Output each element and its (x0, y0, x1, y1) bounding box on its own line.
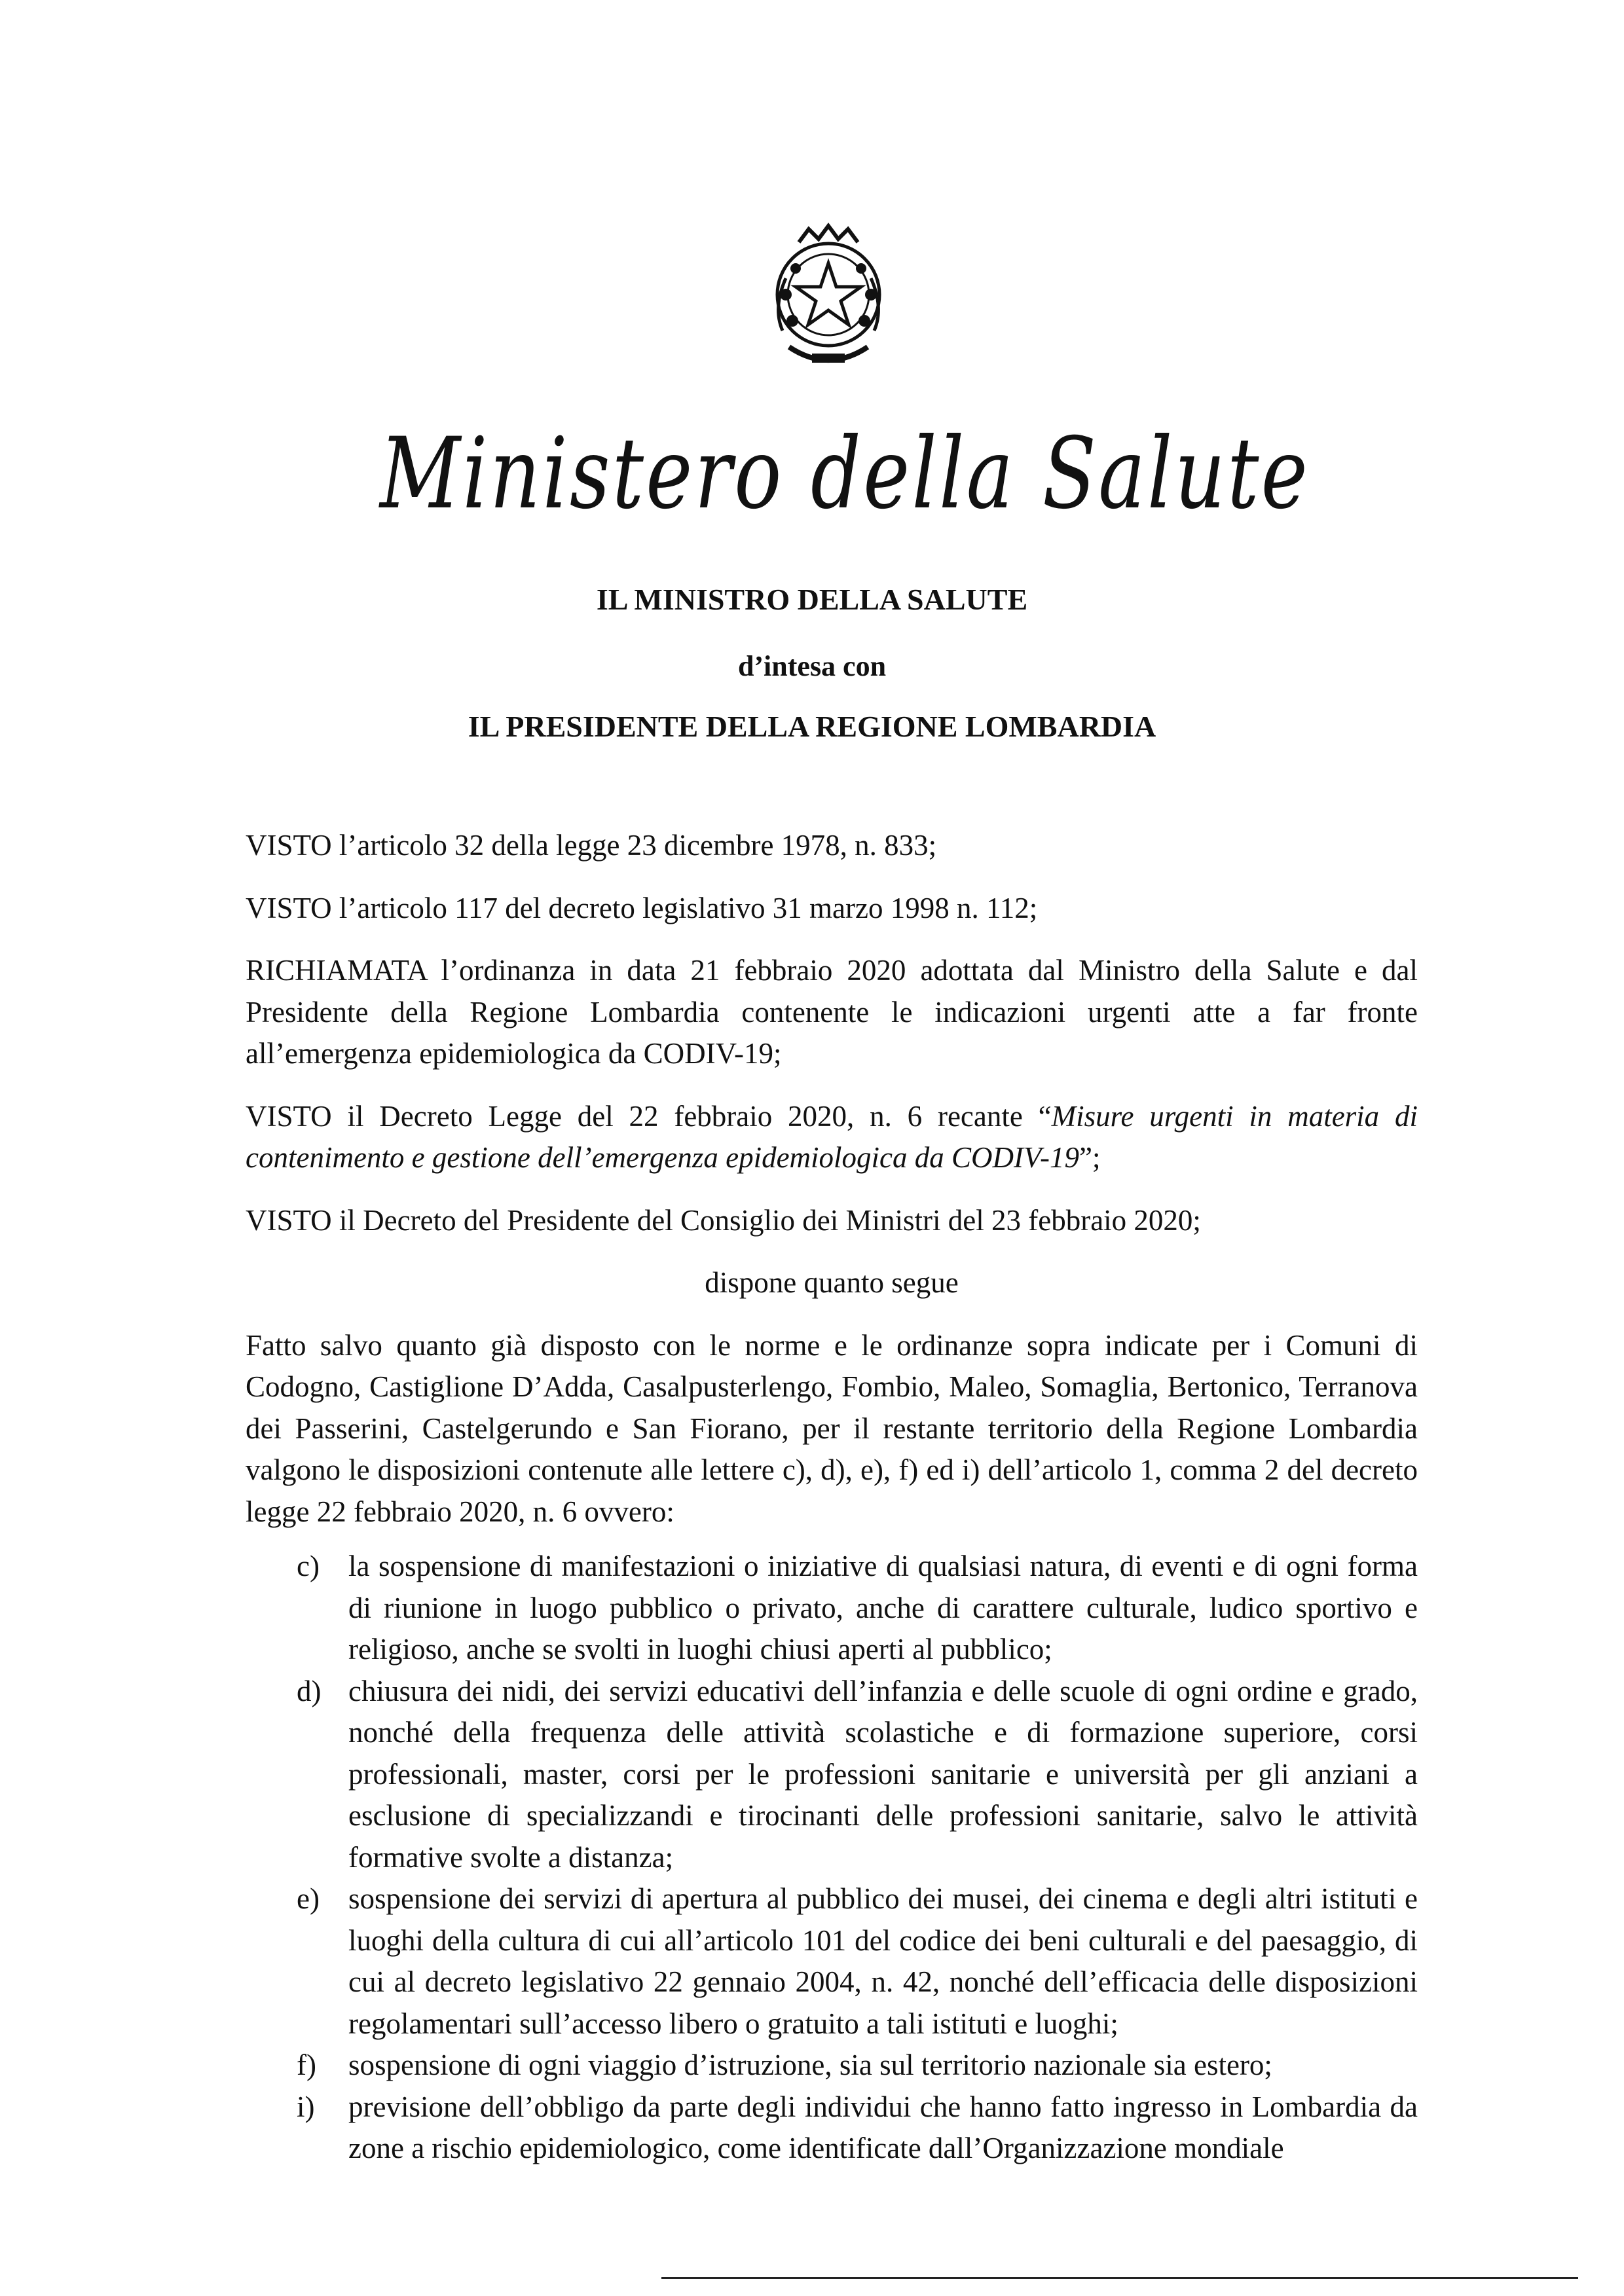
preamble-1: VISTO l’articolo 32 della legge 23 dicembre 1978, n. 833; (246, 829, 937, 862)
footer-rule (661, 2277, 1578, 2279)
list-item-text: la sospensione di manifestazioni o iniziative di qualsiasi natura, di eventi e di ogni forma di riunione in luogo pubblico o privato, anche di carattere culturale, ludico sportivo e religioso, anche se svolti in luoghi chiusi aperti al pubblico; (348, 1550, 1418, 1666)
list-item-text: previsione dell’obbligo da parte degli individui che hanno fatto ingresso in Lombardia da zone a rischio epidemiologico, come identificate dall’Organizzazione mondiale (348, 2090, 1418, 2164)
document-title-2: IL PRESIDENTE DELLA REGIONE LOMBARDIA (468, 710, 1156, 743)
list-item-label: d) (297, 1674, 322, 1707)
republic-emblem-icon (760, 216, 897, 380)
dispone-line: dispone quanto segue (705, 1266, 959, 1299)
logotype-text: Ministero della Salute (378, 417, 1310, 531)
list-item (246, 1546, 1418, 1671)
list-item-label: f) (297, 2049, 316, 2081)
list-item (246, 1878, 1418, 2045)
preamble-4-post: ”; (1079, 1141, 1101, 1174)
preamble-4-pre: VISTO il Decreto Legge del 22 febbraio 2020, n. 6 recante “ (246, 1099, 1052, 1133)
preamble-3: RICHIAMATA l’ordinanza in data 21 febbraio 2020 adottata dal Ministro della Salute e dal Presidente della Regione Lombardia contenente le indicazioni urgenti atte a far fronte all’emergenza epidemiologica da CODIV-19; (246, 954, 1418, 1070)
document-body (246, 825, 1418, 2170)
list-item (246, 2086, 1418, 2170)
list-item-text: sospensione di ogni viaggio d’istruzione, sia sul territorio nazionale sia estero; (348, 2049, 1272, 2081)
list-item-text: sospensione dei servizi di apertura al pubblico dei musei, dei cinema e degli altri istituti e luoghi della cultura di cui all’articolo 101 del codice dei beni culturali e del paesaggio, di cui al decreto legislativo 22 gennaio 2004, n. 42, nonché dell’efficacia delle disposizioni regolamentari sull’accesso libero o gratuito a tali istituti e luoghi; (348, 1882, 1418, 2040)
list-item-label: e) (297, 1882, 320, 1915)
preamble-4 (246, 1096, 1418, 1179)
document-subtitle: d’intesa con (737, 650, 887, 682)
preamble-4-italic: Misure urgenti in materia di contenimento e gestione dell’emergenza epidemiologica da CODIV-19 (246, 1099, 1418, 1174)
list-item-label: c) (297, 1550, 320, 1582)
list-item (246, 2045, 1418, 2086)
list-item-text: chiusura dei nidi, dei servizi educativi dell’infanzia e delle scuole di ogni ordine e grado, nonché della frequenza delle attività scolastiche e di formazione superiore, corsi professionali, master, corsi per le professioni sanitarie e università per gli anziani a esclusione di specializzandi e tirocinanti delle professioni sanitarie, salvo le attività formative svolte a distanza; (348, 1674, 1418, 1874)
intro-paragraph: Fatto salvo quanto già disposto con le norme e le ordinanze sopra indicate per i Comuni di Codogno, Castiglione D’Adda, Casalpusterlengo, Fombio, Maleo, Somaglia, Bertonico, Terranova dei Passerini, Castelgerundo e San Fiorano, per il restante territorio della Regione Lombardia valgono le disposizioni contenute alle lettere c), d), e), f) ed i) dell’articolo 1, comma 2 del decreto legge 22 febbraio 2020, n. 6 ovvero: (246, 1328, 1418, 1528)
ministry-logotype (354, 393, 1336, 543)
provisions-list (246, 1546, 1418, 2170)
preamble-5: VISTO il Decreto del Presidente del Consiglio dei Ministri del 23 febbraio 2020; (246, 1203, 1201, 1237)
list-item (246, 1671, 1418, 1879)
preamble-2: VISTO l’articolo 117 del decreto legislativo 31 marzo 1998 n. 112; (246, 891, 1038, 924)
document-title: IL MINISTRO DELLA SALUTE (596, 583, 1028, 616)
list-item-label: i) (297, 2090, 315, 2123)
